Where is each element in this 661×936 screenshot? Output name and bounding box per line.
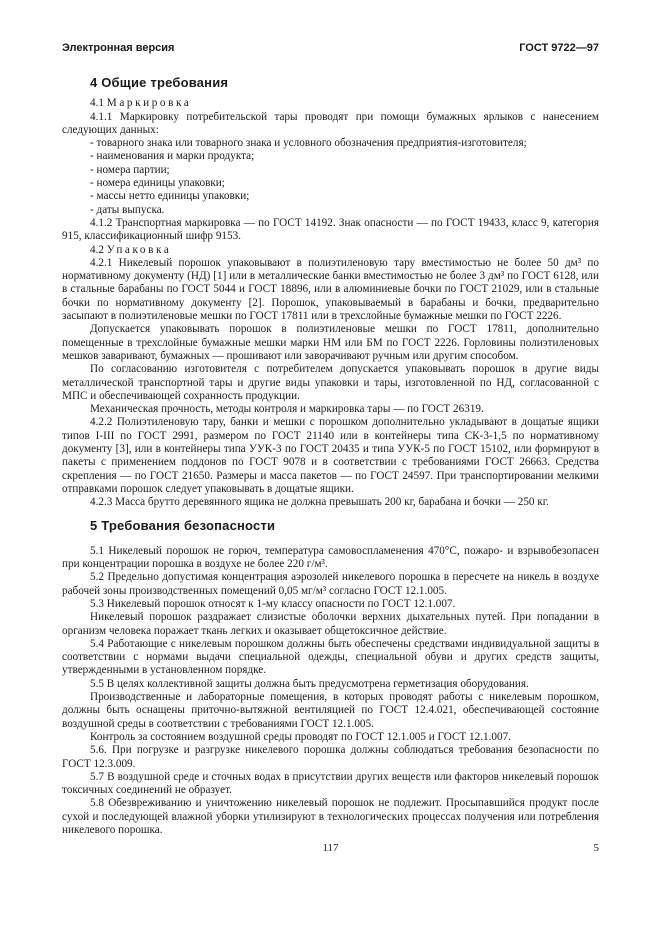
list-item: - номера единицы упаковки; [62,177,599,190]
marking-data-list [62,137,599,217]
paragraph-4-2-1-d: Механическая прочность, методы контроля и маркировка тары — по ГОСТ 26319. [90,403,484,416]
paragraph-5-5: 5.5 В целях коллективной защиты должна быть предусмотрена герметизация оборудования. [90,677,529,690]
paragraph-5-1: 5.1 Никелевый порошок не горюч, температура самовоспламенения 470°С, пожаро- и взрывобезопасен при концентрации порошка в воздухе не более 220 г/м³. [62,544,599,571]
paragraph-4-1-2: 4.1.2 Транспортная маркировка — по ГОСТ 14192. Знак опасности — по ГОСТ 19433, класс 9, категория 915, классификационный шифр 9153. [62,216,599,243]
subsection-4-2-heading [62,244,599,257]
page-number: 117 [322,842,339,854]
list-item: - даты выпуска. [62,204,599,217]
paragraph-4-2-2: 4.2.2 Полиэтиленовую тару, банки и мешки с порошком дополнительно укладывают в дощатые ящики типов I-III по ГОСТ 2991, размером по ГОСТ 21140 или в контейнеры типа СК-3-1,5 по нормативному документу [3], или в контейнеры типа УУК-3 по ГОСТ 20435 и типа УУК-5 по ГОСТ 15102, или формируют в пакеты с применением поддонов по ГОСТ 9078 и в соответствии с требованиями ГОСТ 26663. Средства скрепления — по ГОСТ 21650. Размеры и масса пакетов — по ГОСТ 24597. При транспортировании мелкими отправками порошок следует упаковывать в дощатые ящики. [62,416,599,495]
list-item: - массы нетто единицы упаковки; [62,190,599,203]
subsection-4-2-title: Упаковка [106,243,172,256]
list-item: - номера партии; [62,164,599,177]
paragraph-5-3-b: Никелевый порошок раздражает слизистые оболочки верхних дыхательных путей. При попадании в организм человека поражает ткань легких и оказывает общетоксичное действие. [62,611,599,637]
sheet-number: 5 [593,842,599,854]
section-5-title: 5 Требования безопасности [90,517,276,533]
paragraph-5-4: 5.4 Работающие с никелевым порошком должны быть обеспечены средствами индивидуальной защиты в соответствии с нормами выдачи специальной одежды, специальной обуви и других средств защиты, утвержденными в установленном порядке. [62,637,599,677]
paragraph-5-3: 5.3 Никелевый порошок относят к 1-му классу опасности по ГОСТ 12.1.007. [90,597,456,610]
header-standard-code: ГОСТ 9722—97 [519,42,599,54]
paragraph-5-7: 5.7 В воздушной среде и сточных водах в присутствии других веществ или факторов никелевый порошок токсичных соединений не образует. [62,770,599,797]
section-4-title: 4 Общие требования [90,75,229,90]
list-item: - товарного знака или товарного знака и условного обозначения предприятия-изготовителя; [62,137,599,150]
paragraph-5-5-c: Контроль за состоянием воздушной среды проводят по ГОСТ 12.1.005 и ГОСТ 12.1.007. [90,730,512,743]
paragraph-4-2-1-c: По согласованию изготовителя с потребителем допускается упаковывать порошок в другие виды металлической транспортной тары и другие виды упаковки и тары, изготовленной по НД, согласованной с МПС и обеспечивающей сохранность продукции. [62,363,599,402]
paragraph-5-2: 5.2 Предельно допустимая концентрация аэрозолей никелевого порошка в пересчете на никель в воздухе рабочей зоны производственных помещений 0,05 мг/м³ согласно ГОСТ 12.1.005. [62,571,599,597]
paragraph-5-8: 5.8 Обезвреживанию и уничтожению никелевый порошок не подлежит. Просыпавшийся продукт после сухой и последующей влажной уборки утилизируют в технологических процессах получения или потребления никелевого порошка. [62,797,599,837]
running-header [62,42,599,54]
paragraph-5-5-b: Производственные и лабораторные помещения, в которых проводят работы с никелевым порошком, должны быть оснащены приточно-вытяжной вентиляцией по ГОСТ 12.4.021, обеспечивающей состояние воздушной среды в соответствии с требованиями ГОСТ 12.1.005. [62,691,599,730]
paragraph-4-2-3: 4.2.3 Масса брутто деревянного ящика не должна превышать 200 кг, барабана и бочки — 250 кг. [90,496,549,509]
subsection-4-2-number: 4.2 [90,243,104,256]
paragraph-4-2-1-b: Допускается упаковывать порошок в полиэтиленовые мешки по ГОСТ 17811, дополнительно помещенные в трехслойные бумажные мешки марки НМ или БМ по ГОСТ 2226. Горловины полиэтиленовых мешков заваривают, бумажных — прошивают или заворачивают ручным или другим способом. [62,323,599,362]
document-body [62,76,599,837]
subsection-4-1-heading [62,97,599,110]
header-edition-label: Электронная версия [62,42,175,54]
list-item: - наименования и марки продукта; [62,150,599,163]
paragraph-4-1-1: 4.1.1 Маркировку потребительской тары проводят при помощи бумажных ярлыков с нанесением следующих данных: [62,110,599,136]
subsection-4-1-title: Маркировка [106,97,192,110]
subsection-4-1-number: 4.1 [90,97,104,110]
paragraph-5-6: 5.6. При погрузке и разгрузке никелевого порошка должны соблюдаться требования безопасности по ГОСТ 12.3.009. [62,744,599,770]
paragraph-4-2-1: 4.2.1 Никелевый порошок упаковывают в полиэтиленовую тару вместимостью не более 50 дм³ по нормативному документу (НД) [1] или в металлические банки вместимостью не более 3 дм³ по ГОСТ 6128, или в стальные барабаны по ГОСТ 5044 и ГОСТ 18896, или в алюминиевые бочки по ГОСТ 21029, или в стальные бочки по нормативному документу [2]. Порошок, упаковываемый в барабаны и бочки, предварительно засыпают в полиэтиленовые мешки по ГОСТ 17811 или в трехслойные бумажные мешки по ГОСТ 2226. [62,256,599,323]
